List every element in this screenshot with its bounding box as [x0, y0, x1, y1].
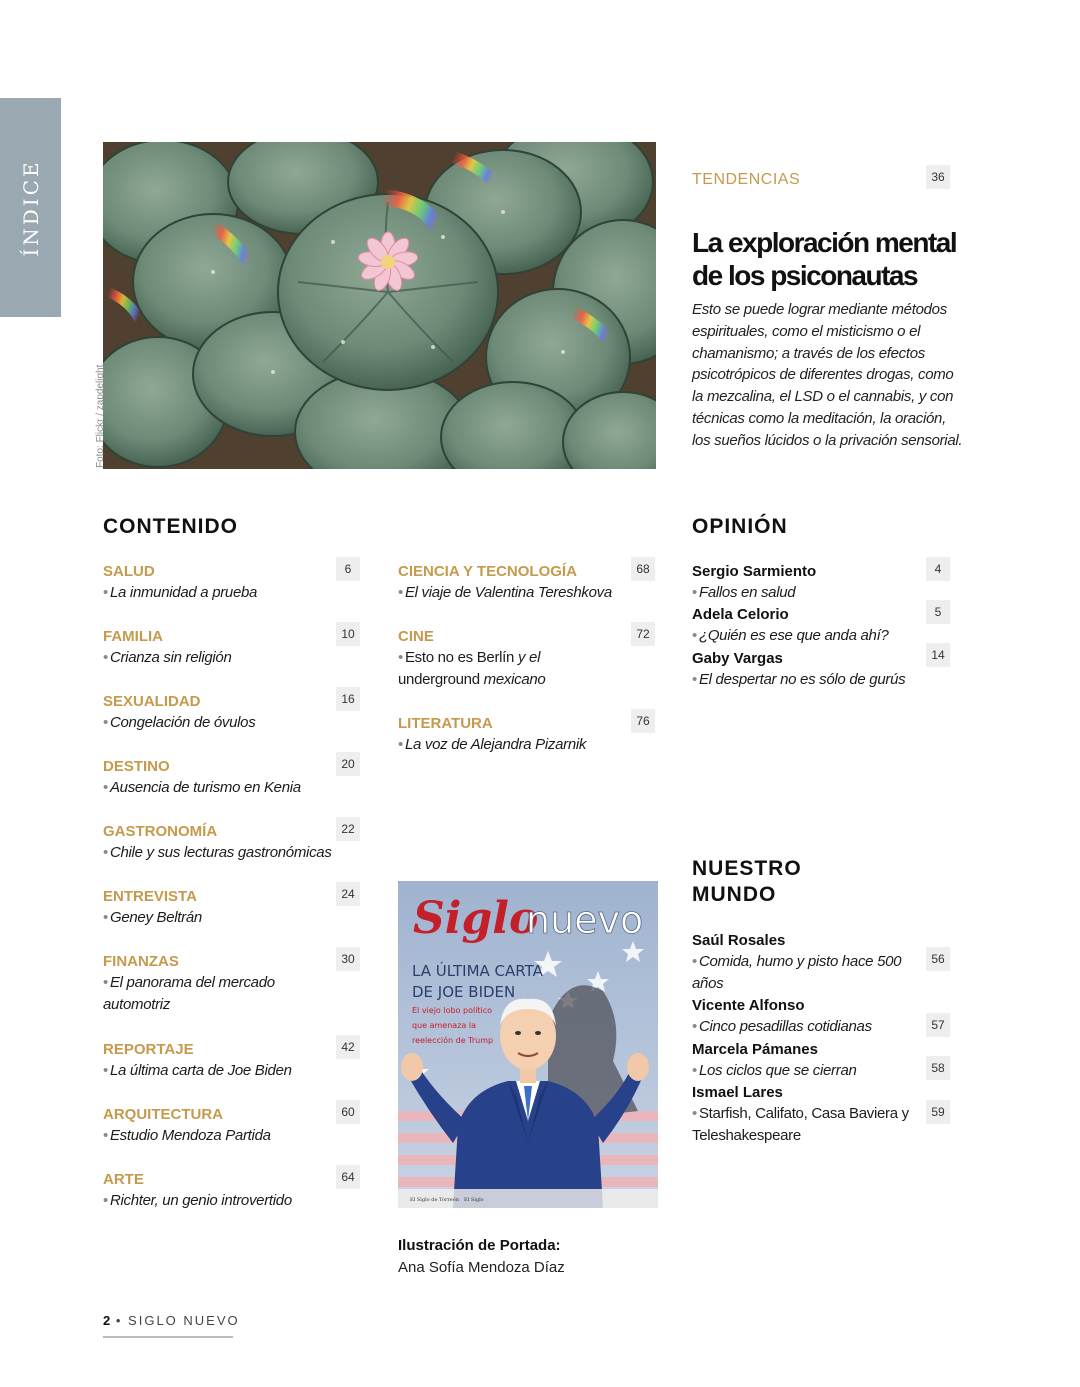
toc-page-gastronomia: 22: [336, 817, 360, 841]
opinion-page-sarmiento: 4: [926, 557, 950, 581]
cover-footer-brand2: El Siglo: [464, 1197, 484, 1203]
opinion-author-sarmiento[interactable]: Sergio Sarmiento: [692, 563, 817, 580]
mundo-subtitle-rosales[interactable]: • Comida, humo y pisto hace 500: [692, 953, 902, 970]
toc-subtitle-ciencia-tecnologia[interactable]: • El viaje de Valentina Tereshkova: [398, 584, 612, 601]
toc-category-familia[interactable]: FAMILIA: [103, 628, 163, 645]
toc-page-sexualidad: 16: [336, 687, 360, 711]
opinion-author-vargas[interactable]: Gaby Vargas: [692, 650, 783, 667]
toc-subtitle-entrevista[interactable]: • Geney Beltrán: [103, 909, 202, 926]
opinion-page-vargas: 14: [926, 643, 950, 667]
toc-subtitle-arquitectura[interactable]: • Estudio Mendoza Partida: [103, 1127, 271, 1144]
toc-page-finanzas: 30: [336, 947, 360, 971]
feature-page-number: 36: [926, 165, 950, 189]
footer-page-number: 2: [103, 1313, 111, 1328]
cover-logo-siglo: Siglo: [413, 893, 539, 944]
cactus-photo-illustration: [103, 142, 656, 469]
toc-category-ciencia-tecnologia[interactable]: CIENCIA Y TECNOLOGÍA: [398, 563, 577, 580]
photo-credit: Foto: Flickr / zapdelight: [95, 364, 106, 468]
toc-category-entrevista[interactable]: ENTREVISTA: [103, 888, 197, 905]
toc-category-gastronomia[interactable]: GASTRONOMÍA: [103, 823, 218, 840]
cover-credit-heading: Ilustración de Portada:: [398, 1237, 561, 1254]
toc-category-literatura[interactable]: LITERATURA: [398, 715, 493, 732]
toc-subtitle-gastronomia[interactable]: • Chile y sus lecturas gastronómicas: [103, 844, 332, 861]
opinion-subtitle-vargas[interactable]: • El despertar no es sólo de gurús: [692, 671, 906, 688]
mundo-subtitle-lares-line2[interactable]: Teleshakespeare: [692, 1127, 801, 1144]
toc-page-ciencia-tecnologia: 68: [631, 557, 655, 581]
toc-subtitle-literatura[interactable]: • La voz de Alejandra Pizarnik: [398, 736, 587, 753]
toc-page-literatura: 76: [631, 709, 655, 733]
toc-category-reportaje[interactable]: REPORTAJE: [103, 1041, 194, 1058]
toc-category-arte[interactable]: ARTE: [103, 1171, 144, 1188]
feature-title[interactable]: La exploración mental de los psiconautas: [692, 227, 957, 291]
toc-category-salud[interactable]: SALUD: [103, 563, 155, 580]
toc-category-finanzas[interactable]: FINANZAS: [103, 953, 179, 970]
toc-page-familia: 10: [336, 622, 360, 646]
toc-subtitle-sexualidad[interactable]: • Congelación de óvulos: [103, 714, 256, 731]
toc-page-entrevista: 24: [336, 882, 360, 906]
toc-category-sexualidad[interactable]: SEXUALIDAD: [103, 693, 201, 710]
mundo-author-pamanes[interactable]: Marcela Pámanes: [692, 1041, 818, 1058]
toc-subtitle-finanzas[interactable]: • El panorama del mercado automotriz: [103, 974, 275, 1013]
magazine-cover[interactable]: [398, 881, 658, 1208]
cover-headline-line1: LA ÚLTIMA CARTA: [412, 962, 543, 980]
mundo-page-rosales: 56: [926, 947, 950, 971]
toc-page-salud: 6: [336, 557, 360, 581]
opinion-subtitle-celorio[interactable]: • ¿Quién es ese que anda ahí?: [692, 627, 889, 644]
mundo-page-pamanes: 58: [926, 1056, 950, 1080]
toc-subtitle-familia[interactable]: • Crianza sin religión: [103, 649, 232, 666]
toc-subtitle-arte[interactable]: • Richter, un genio introvertido: [103, 1192, 292, 1209]
mundo-author-alfonso[interactable]: Vicente Alfonso: [692, 997, 805, 1014]
cover-credit-name: Ana Sofía Mendoza Díaz: [398, 1259, 565, 1276]
feature-category: TENDENCIAS: [692, 171, 801, 188]
toc-subtitle-destino[interactable]: • Ausencia de turismo en Kenia: [103, 779, 301, 796]
toc-page-reportaje: 42: [336, 1035, 360, 1059]
toc-category-destino[interactable]: DESTINO: [103, 758, 170, 775]
toc-subtitle-cine[interactable]: • Esto no es Berlín y el underground mexicano: [398, 649, 546, 688]
toc-subtitle-salud[interactable]: • La inmunidad a prueba: [103, 584, 258, 601]
page-footer: [103, 1313, 240, 1328]
cover-footer-brand1: El Siglo de Torreón: [410, 1197, 459, 1203]
contenido-heading: CONTENIDO: [103, 515, 238, 538]
nuestro-mundo-heading-line2: MUNDO: [692, 883, 777, 906]
opinion-heading: OPINIÓN: [692, 515, 788, 538]
opinion-subtitle-sarmiento[interactable]: • Fallos en salud: [692, 584, 796, 601]
mundo-subtitle-pamanes[interactable]: • Los ciclos que se cierran: [692, 1062, 857, 1079]
toc-category-cine[interactable]: CINE: [398, 628, 434, 645]
mundo-author-lares[interactable]: Ismael Lares: [692, 1084, 783, 1101]
cover-headline-line2: DE JOE BIDEN: [412, 983, 516, 1001]
toc-page-destino: 20: [336, 752, 360, 776]
cover-subhead-line1: El viejo lobo político: [412, 1006, 493, 1015]
mundo-subtitle-alfonso[interactable]: • Cinco pesadillas cotidianas: [692, 1018, 872, 1035]
opinion-author-celorio[interactable]: Adela Celorio: [692, 606, 789, 623]
nuestro-mundo-heading-line1: NUESTRO: [692, 857, 802, 880]
opinion-page-celorio: 5: [926, 600, 950, 624]
toc-subtitle-reportaje[interactable]: • La última carta de Joe Biden: [103, 1062, 292, 1079]
cover-subhead-line2: que amenaza la: [412, 1021, 476, 1030]
side-tab-label: ÍNDICE: [19, 159, 43, 257]
hero-photo: [103, 142, 656, 469]
toc-page-cine: 72: [631, 622, 655, 646]
feature-description: Esto se puede lograr mediante métodos espirituales, como el misticismo o el chamanismo; a través de los efectos psicotrópicos de diferentes drogas, como la mezcalina, el LSD o el cannabis, y con técnicas como la meditación, la oración, los sueños lúcidos o la privación sensorial.: [692, 301, 963, 449]
cover-subhead-line3: reelección de Trump: [412, 1036, 494, 1045]
toc-category-arquitectura[interactable]: ARQUITECTURA: [103, 1106, 223, 1123]
mundo-page-lares: 59: [926, 1100, 950, 1124]
toc-page-arte: 64: [336, 1165, 360, 1189]
cover-logo-nuevo: nuevo: [526, 898, 644, 942]
cover-illustration: [398, 881, 658, 1208]
footer-rule: [103, 1336, 233, 1338]
footer-separator: •: [115, 1313, 123, 1328]
mundo-author-rosales[interactable]: Saúl Rosales: [692, 932, 786, 949]
mundo-subtitle-lares[interactable]: • Starfish, Califato, Casa Baviera y: [692, 1105, 909, 1122]
mundo-page-alfonso: 57: [926, 1013, 950, 1037]
footer-magazine-name: SIGLO NUEVO: [128, 1313, 240, 1328]
mundo-subtitle-rosales-line2[interactable]: años: [692, 975, 724, 992]
toc-page-arquitectura: 60: [336, 1100, 360, 1124]
